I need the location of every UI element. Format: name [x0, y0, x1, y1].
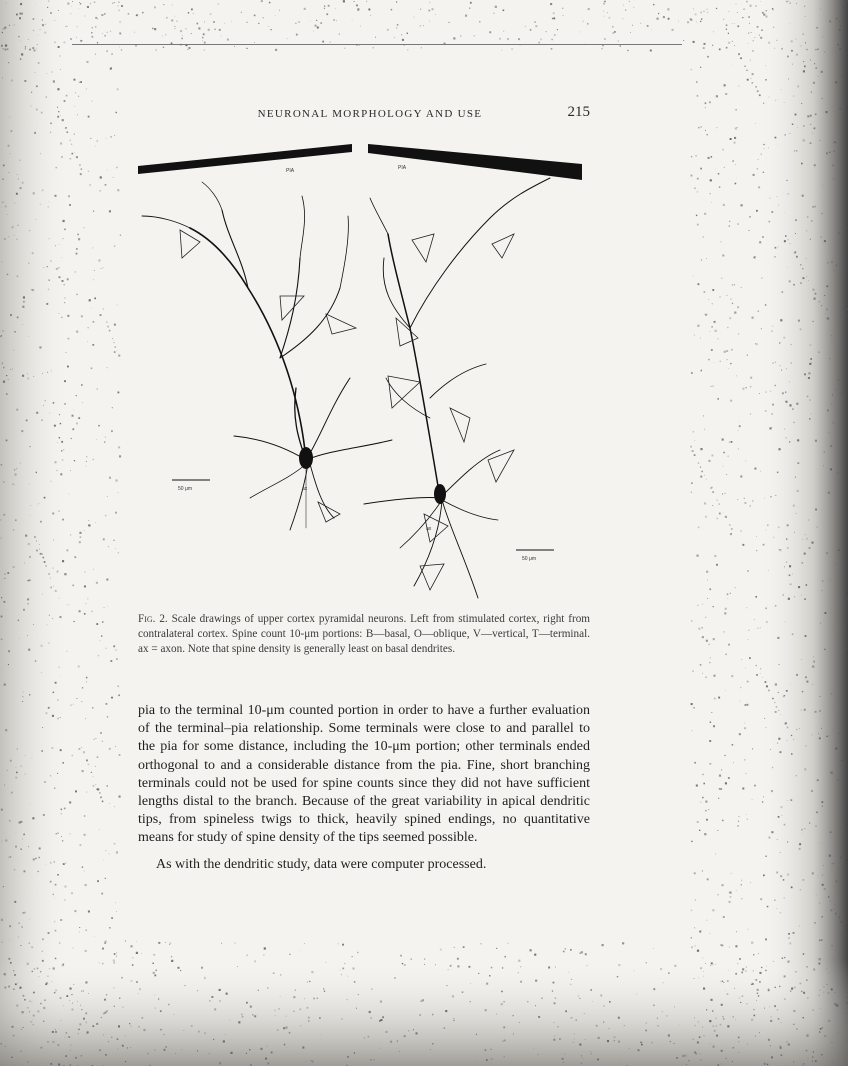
running-head: NEURONAL MORPHOLOGY AND USE	[257, 108, 483, 120]
spine-count-markers	[180, 230, 514, 590]
pia-label-left: PIA	[286, 168, 295, 174]
body-paragraph-1: pia to the terminal 10-μm counted portion in order to have a further evaluation of the terminal–pia relationship. Some terminals were close to and parallel to the pia for some distance, including the 10-μm portion; other terminals ended orthogonal to and a considerable distance from the pia. Fine, short branching terminals could not be used for spine counts since they did not have sufficient lengths distal to the branch. Because of the great variability in apical dendritic tips, from spineless twigs to thick, heavily spined endings, no quantitative means for study of spine density of the tips seemed possible.	[138, 703, 590, 846]
neuron-right	[364, 178, 550, 598]
pia-band-right	[368, 144, 582, 180]
neuron-drawing	[130, 138, 590, 608]
pia-label-right: PIA	[398, 165, 407, 171]
marker-ax-left: ax	[302, 486, 308, 492]
scale-label-left: 50 μm	[178, 486, 192, 492]
figure-caption	[138, 612, 590, 657]
caption-text: Scale drawings of upper cortex pyramidal neurons. Left from stimulated cortex, right from contralateral cortex. Spine count 10-μm portions: B—basal, O—oblique, V—vertical, T—terminal. ax = axon. Note that spine density is generally least on basal dendrites.	[138, 613, 591, 655]
figure-neuron-drawings	[130, 138, 590, 608]
pia-band-left	[138, 144, 352, 174]
page-number: 215	[567, 104, 590, 120]
neuron-left	[142, 182, 392, 530]
marker-ax-right: ax	[426, 526, 432, 532]
body-paragraph-2: As with the dendritic study, data were computer processed.	[156, 857, 487, 872]
top-rule	[72, 44, 682, 45]
scale-label-right: 50 μm	[522, 556, 536, 562]
caption-label: Fig. 2.	[138, 613, 168, 625]
